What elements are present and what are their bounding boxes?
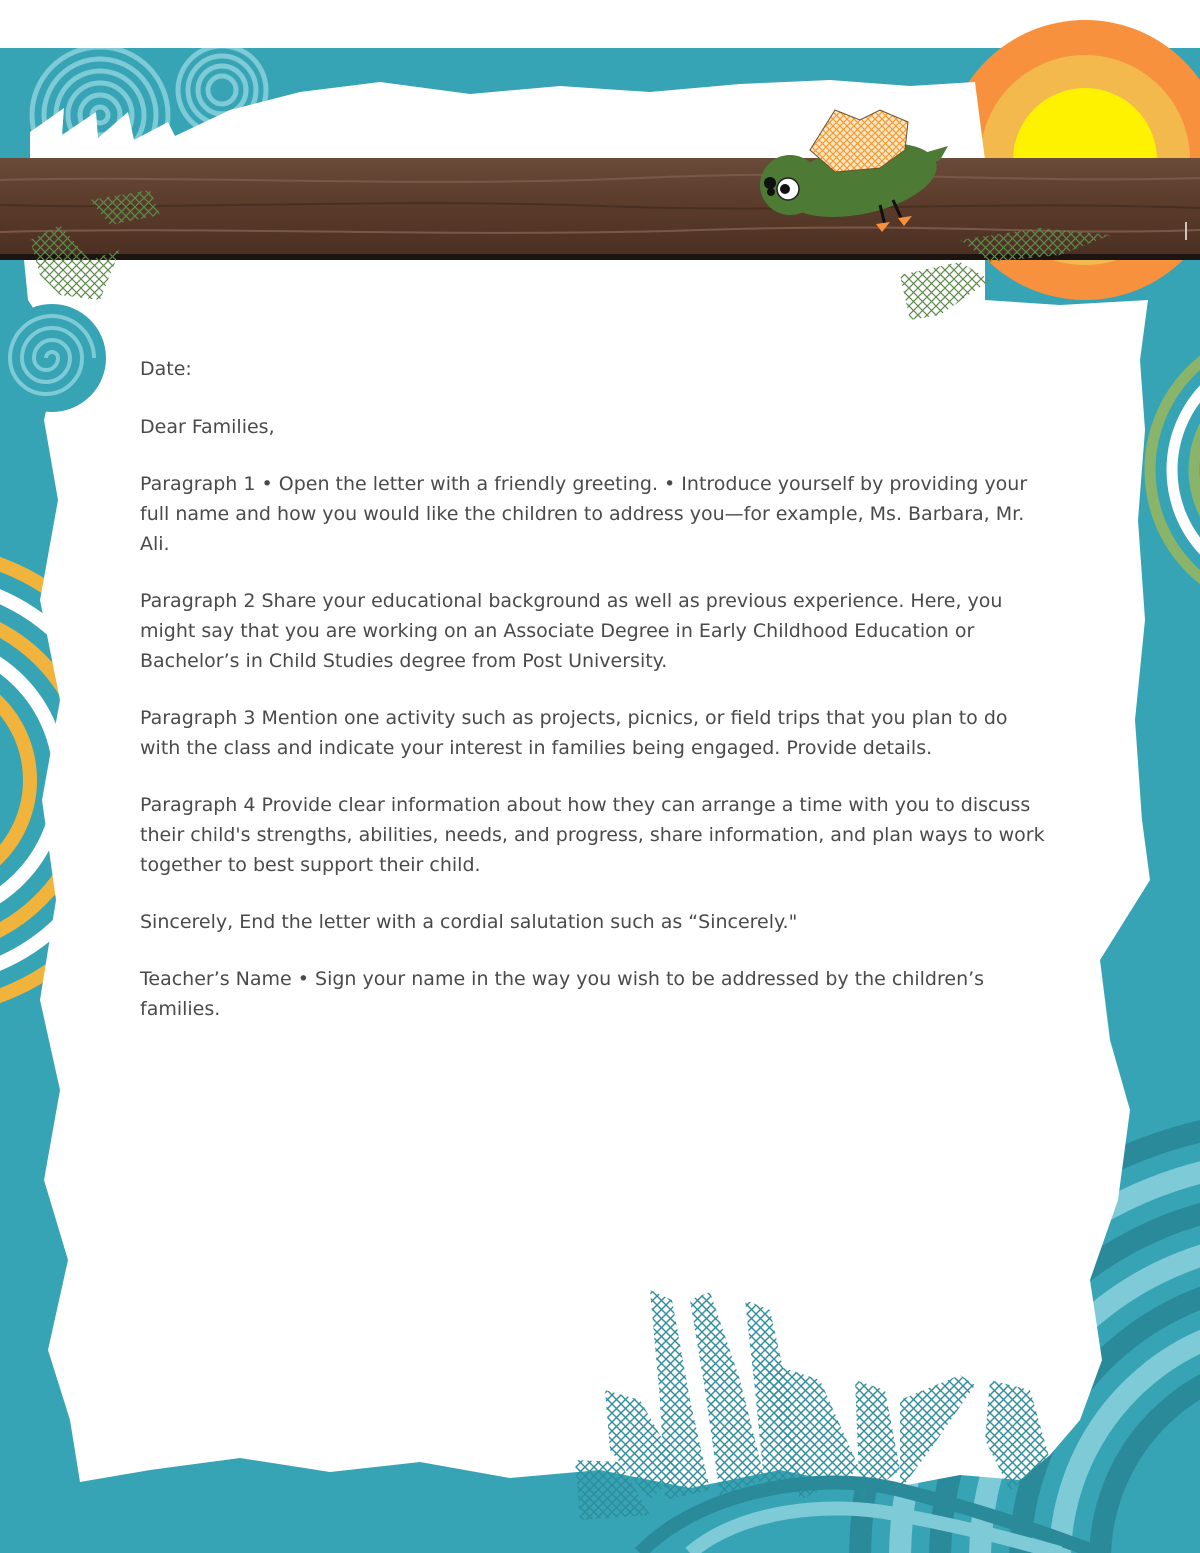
paragraph-3: Paragraph 3 Mention one activity such as projects, picnics, or field trips that you plan to do with the class and indicate your interest in families being engaged. Provide details. bbox=[140, 707, 1008, 759]
letter-body bbox=[140, 354, 1050, 1051]
date-label: Date: bbox=[140, 358, 192, 380]
paragraph-2: Paragraph 2 Share your educational background as well as previous experience. Here, you might say that you are working on an Associate Degree in Early Childhood Education or Bachelor’s in Child Studies degree from Post University. bbox=[140, 590, 1003, 672]
signature: Teacher’s Name • Sign your name in the way you wish to be addressed by the children’s families. bbox=[140, 968, 985, 1020]
paragraph-1: Paragraph 1 • Open the letter with a friendly greeting. • Introduce yourself by providing your full name and how you would like the children to address you—for example, Ms. Barbara, Mr. Ali. bbox=[140, 473, 1028, 555]
paragraph-4: Paragraph 4 Provide clear information about how they can arrange a time with you to discuss their child's strengths, abilities, needs, and progress, share information, and plan ways to work together to best support their child. bbox=[140, 794, 1045, 876]
spiral-icon bbox=[0, 304, 106, 412]
closing: Sincerely, End the letter with a cordial salutation such as “Sincerely." bbox=[140, 911, 798, 933]
greeting: Dear Families, bbox=[140, 416, 275, 438]
